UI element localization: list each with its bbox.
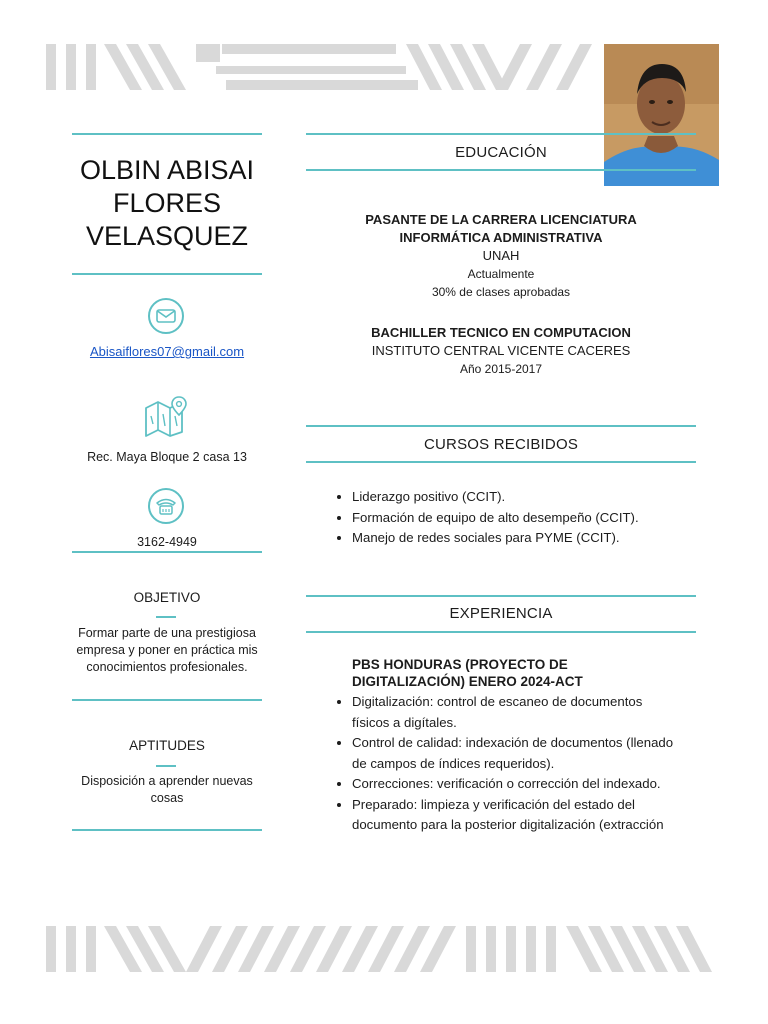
degree-title-line: BACHILLER TECNICO EN COMPUTACION [371, 325, 631, 340]
skills-bottom-divider [72, 829, 262, 831]
list-item: • Formación de equipo de alto desempeño (CCIT). [352, 508, 722, 529]
phone-text: 3162-4949 [137, 535, 197, 549]
skills-heading: APTITUDES [129, 738, 205, 753]
education-entry-2 [306, 324, 696, 378]
job-title-line: PBS HONDURAS (PROYECTO DE [352, 657, 568, 672]
institution: UNAH [482, 248, 520, 263]
candidate-name [72, 154, 262, 253]
courses-bottom-rule [306, 461, 696, 463]
telephone-icon [148, 488, 184, 524]
name-bottom-divider [72, 273, 262, 275]
list-item [352, 692, 722, 733]
courses-list [330, 487, 722, 549]
list-item: • Liderazgo positivo (CCIT). [352, 487, 722, 508]
experience-list [330, 692, 722, 836]
education-heading: EDUCACIÓN [455, 144, 547, 161]
skills-line: cosas [150, 791, 184, 805]
objective-line: conocimientos profesionales. [86, 660, 248, 674]
list-item-line: documento para la posterior digitalización (extracción [352, 817, 664, 832]
list-item [352, 774, 722, 795]
profile-photo [604, 44, 719, 186]
courses-top-rule [306, 425, 696, 427]
list-item [352, 795, 722, 836]
education-entry-1 [306, 211, 696, 301]
institution: INSTITUTO CENTRAL VICENTE CACERES [371, 343, 631, 358]
skills-line: Disposición a aprender nuevas [81, 774, 253, 788]
decorative-stripe-band-bottom [46, 926, 718, 972]
contact-bottom-divider [72, 551, 262, 553]
list-item [352, 733, 722, 774]
name-line: FLORES [112, 188, 222, 218]
list-item-line: Digitalización: control de escaneo de documentos [352, 694, 643, 709]
degree-title-line: INFORMÁTICA ADMINISTRATIVA [399, 230, 603, 245]
education-bottom-rule [306, 169, 696, 171]
education-detail: Año 2015-2017 [459, 362, 543, 376]
address-text: Rec. Maya Bloque 2 casa 13 [87, 450, 247, 464]
objective-heading: OBJETIVO [133, 590, 201, 605]
email-container [72, 343, 262, 361]
job-title [352, 656, 652, 690]
education-detail: Actualmente [467, 267, 535, 281]
objective-accent-rule [156, 616, 176, 618]
courses-heading: CURSOS RECIBIDOS [423, 436, 579, 453]
experience-heading: EXPERIENCIA [449, 605, 553, 622]
left-top-divider [72, 133, 262, 135]
objective-line: empresa y poner en práctica mis [76, 643, 258, 657]
experience-top-rule [306, 595, 696, 597]
list-item-line: Control de calidad: indexación de documentos (llenado [352, 735, 674, 750]
email-link[interactable]: Abisaiflores07@gmail.com [89, 344, 245, 359]
objective-bottom-divider [72, 699, 262, 701]
experience-bottom-rule [306, 631, 696, 633]
education-top-rule [306, 133, 696, 135]
job-title-line: DIGITALIZACIÓN) ENERO 2024-ACT [352, 674, 583, 689]
envelope-icon [148, 298, 184, 334]
map-icon [143, 396, 191, 438]
list-item: • Manejo de redes sociales para PYME (CCIT). [352, 528, 722, 549]
name-line: VELASQUEZ [85, 221, 249, 251]
skills-accent-rule [156, 765, 176, 767]
list-item-line: físicos a digítales. [352, 714, 457, 730]
degree-title-line: PASANTE DE LA CARRERA LICENCIATURA [365, 212, 637, 227]
name-line: OLBIN ABISAI [79, 155, 255, 185]
list-item-line: Correcciones: verificación o corrección del indexado. [352, 776, 661, 791]
list-item-line: Preparado: limpieza y verificación del estado del [352, 796, 635, 812]
education-detail: 30% de clases aprobadas [431, 285, 571, 299]
objective-line: Formar parte de una prestigiosa [78, 626, 256, 640]
skills-text [72, 773, 262, 807]
objective-text [72, 625, 262, 676]
list-item-line: de campos de índices requeridos). [352, 755, 555, 771]
